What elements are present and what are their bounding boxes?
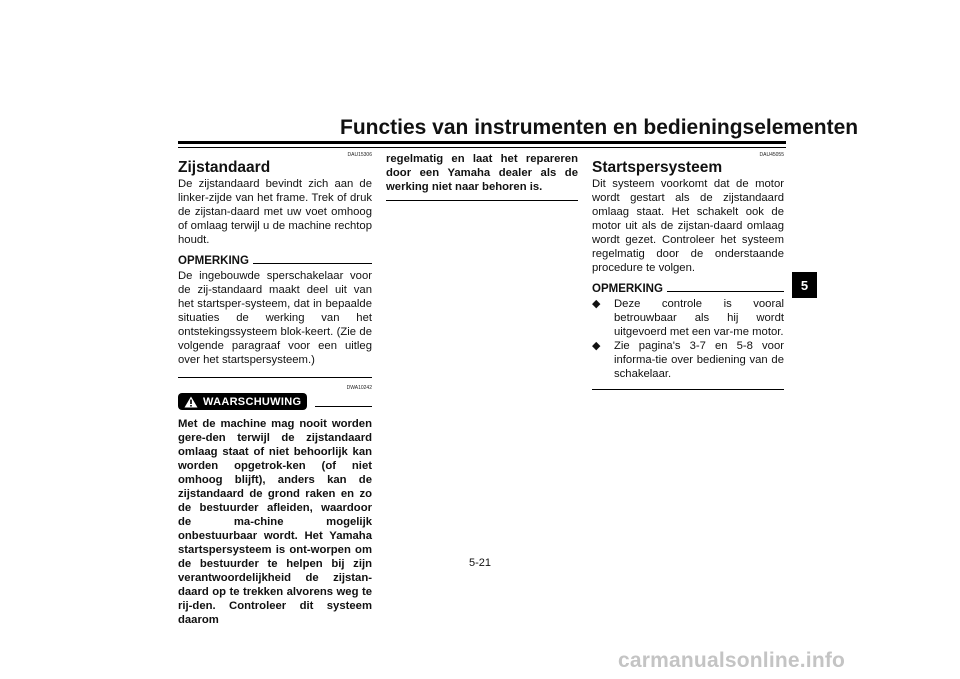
note-label: OPMERKING	[178, 255, 249, 267]
warning-label: WAARSCHUWING	[203, 395, 302, 408]
section-code: DAU15306	[347, 152, 372, 158]
page-title: Functies van instrumenten en bedieningselementen	[340, 116, 859, 139]
warning-block	[178, 385, 372, 627]
section-code: DAU45055	[759, 152, 784, 158]
section-body: Dit systeem voorkomt dat de motor wordt gestart als de zijstandaard omlaag staat. Het schakelt ook de motor uit als de zijstan-daard omlaag wordt gezet. Controleer het systeem regelmatig door de onderstaande procedure te volgen.	[592, 178, 784, 274]
header-rule-thick	[178, 141, 786, 144]
watermark: carmanualsonline.info	[618, 649, 846, 672]
note-text: De ingebouwde sperschakelaar voor de zij-standaard maakt deel uit van het startsper-systeem, dat in bepaalde situaties de werking van het ontstekingssysteem blok-keert. (Zie de volgende paragraaf voor een uitleg over het startspersysteem.)	[178, 270, 372, 366]
warning-badge	[178, 393, 307, 410]
note-end-rule	[178, 377, 372, 378]
note-label: OPMERKING	[592, 283, 663, 295]
chapter-tab: 5	[792, 272, 817, 298]
note-rule	[253, 263, 372, 264]
note-header	[178, 254, 372, 268]
section-heading-zijstandaard: Zijstandaard	[178, 159, 271, 176]
warning-triangle-icon	[184, 396, 198, 408]
note-bullet-list	[592, 297, 784, 381]
warning-text-continued: regelmatig en laat het repareren door een Yamaha dealer als de werking niet naar behoren is.	[386, 153, 578, 193]
bullet-text: Zie pagina's 3-7 en 5-8 voor informa-tie over bediening van de schakelaar.	[614, 340, 784, 380]
section-heading-startspersysteem: Startspersysteem	[592, 159, 723, 176]
bullet-text: Deze controle is vooral betrouwbaar als hij wordt uitgevoerd met een var-me motor.	[614, 298, 784, 338]
note-header	[592, 282, 784, 296]
diamond-bullet-icon: ◆	[592, 298, 601, 310]
section-body: De zijstandaard bevindt zich aan de linker-zijde van het frame. Trek of druk de zijstan-daard met uw voet omhoog of omlaag terwijl u de machine rechtop houdt.	[178, 178, 372, 246]
header-rule-thin	[178, 147, 786, 148]
right-column	[592, 152, 784, 390]
left-column	[178, 152, 372, 627]
warning-header	[178, 393, 372, 410]
middle-column	[386, 152, 578, 201]
diamond-bullet-icon: ◆	[592, 340, 601, 352]
warning-end-rule	[386, 200, 578, 201]
warning-code: DWA10242	[346, 385, 372, 391]
list-item	[592, 339, 784, 381]
list-item	[592, 297, 784, 339]
page-number: 5-21	[468, 557, 492, 569]
note-end-rule	[592, 389, 784, 390]
warning-rule	[315, 406, 372, 407]
note-rule	[667, 291, 784, 292]
warning-text: Met de machine mag nooit worden gere-den terwijl de zijstandaard omlaag staat of niet behoorlijk kan worden opgetrok-ken (of niet omhoog blijft), anders kan de zijstandaard de grond raken en zo de bestuurder afleiden, waardoor de ma-chine mogelijk onbestuurbaar wordt. Het Yamaha startspersysteem is ont-worpen om de bestuurder te helpen bij zijn verantwoordelijkheid de zijstan-daard op te trekken alvorens weg te rij-den. Controleer dit systeem daarom	[178, 418, 372, 626]
